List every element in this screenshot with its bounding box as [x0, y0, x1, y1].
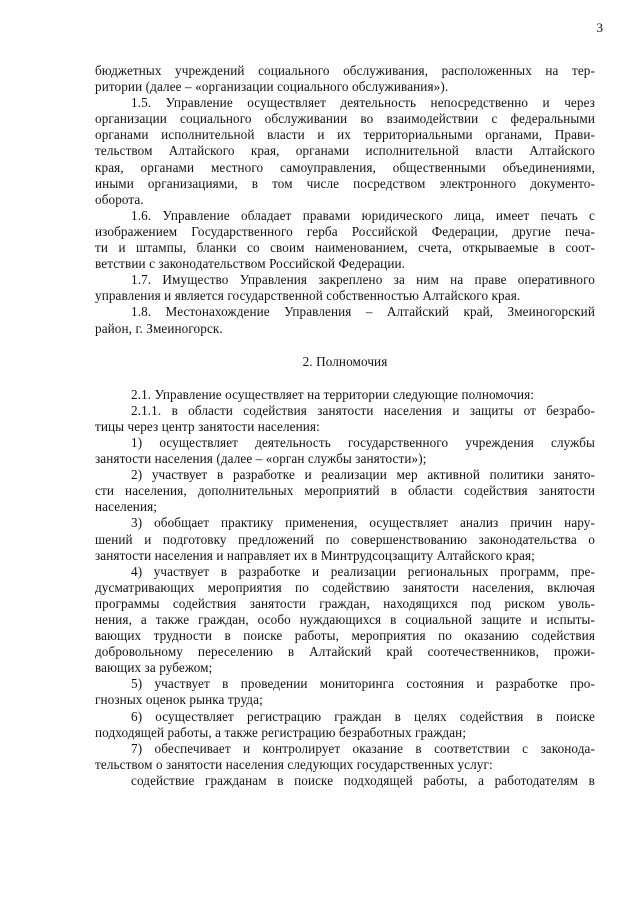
text-line: ритории (далее – «организации социального обслуживания»). — [95, 79, 449, 95]
text-line: содействие гражданам в поиске подходящей работы, а работодателям в — [131, 772, 595, 788]
text-line: тельством о занятости населения следующих государственных услуг: — [95, 756, 493, 772]
text-line: населения; — [95, 499, 158, 515]
paragraphs-section-1 — [95, 63, 595, 337]
text-line: тицы через центр занятости населения: — [95, 418, 320, 434]
text-line: оборота. — [95, 191, 144, 207]
text-line: 1.5. Управление осуществляет деятельность непосредственно и через — [131, 95, 595, 111]
text-line: 1.8. Местонахождение Управления – Алтайский край, Змеиногорский — [131, 304, 595, 320]
text-line: органами исполнительной власти и их территориальными органами, Прави- — [95, 127, 595, 143]
text-line: организации социального обслуживании во взаимодействии с федеральными — [95, 111, 595, 127]
text-line: 4) участвует в разработке и реализации региональных программ, пре- — [131, 563, 595, 579]
text-line: вающих трудности в поиске работы, мероприятия по оказанию содействия — [95, 628, 595, 644]
text-line: вающих за рубежом; — [95, 660, 213, 676]
text-line: 2) участвует в разработке и реализации мер активной политики занято- — [131, 467, 595, 483]
text-line: шений и подготовку предложений по совершенствованию законодательства о — [95, 531, 595, 547]
text-line: 3) обобщает практику применения, осуществляет анализ причин нару- — [131, 515, 595, 531]
text-line: 2.1.1. в области содействия занятости населения и защиты от безрабо- — [131, 402, 595, 418]
text-line: гнозных оценок рынка труда; — [95, 692, 263, 708]
text-line: 1.6. Управление обладает правами юридического лица, имеет печать с — [131, 207, 595, 223]
text-line: ти и штампы, бланки со своим наименованием, счета, открываемые в соот- — [95, 240, 595, 256]
text-line: нения, а также граждан, особо нуждающихся в социальной защите и испыты- — [95, 612, 595, 627]
text-line: занятости населения и направляет их в Минтрудсоцзащиту Алтайского края; — [95, 547, 535, 563]
text-line: сти населения, дополнительных мероприятий в области содействия занятости — [95, 483, 595, 499]
text-line: подходящей работы, а также регистрацию безработных граждан; — [95, 724, 467, 740]
text-line: ветствии с законодательством Российской Федерации. — [95, 256, 406, 272]
text-line: 5) участвует в проведении мониторинга состояния и разработке про- — [131, 676, 595, 692]
text-line: занятости населения (далее – «орган службы занятости»); — [95, 451, 427, 467]
page-number: 3 — [596, 20, 603, 35]
text-line: 6) осуществляет регистрацию граждан в целях содействия в поиске — [131, 708, 595, 724]
text-line: дусматривающих мероприятия по содействию занятости населения, включая — [95, 579, 595, 595]
text-line: управления и является государственной собственностью Алтайского края. — [95, 288, 521, 304]
text-line: 1) осуществляет деятельность государственного учреждения службы — [131, 434, 595, 450]
text-line: 7) обеспечивает и контролирует оказание в соответствии с законода- — [131, 740, 595, 756]
document-body — [95, 63, 595, 789]
text-line: программы содействия занятости граждан, находящихся под риском уволь- — [95, 595, 595, 611]
spacer — [95, 337, 595, 354]
text-line: бюджетных учреждений социального обслуживания, расположенных на тер- — [95, 63, 595, 78]
text-line: изображением Государственного герба Российской Федерации, другие печа- — [95, 223, 595, 239]
text-line: края, органами местного самоуправления, общественными объединениями, — [95, 159, 595, 175]
text-line: добровольному переселению в Алтайский край соотечественников, прожи- — [95, 644, 595, 660]
spacer — [95, 370, 595, 387]
text-line: 1.7. Имущество Управления закреплено за ним на праве оперативного — [131, 272, 595, 288]
text-line: тельством Алтайского края, органами исполнительной власти Алтайского — [95, 143, 595, 159]
text-line: район, г. Змеиногорск. — [95, 320, 223, 336]
paragraphs-section-2 — [95, 387, 595, 789]
text-line: 2.1. Управление осуществляет на территории следующие полномочия: — [131, 386, 535, 402]
section-heading: 2. Полномочия — [302, 353, 388, 369]
text-line: иными организациями, в том числе посредством электронного документо- — [95, 175, 595, 191]
